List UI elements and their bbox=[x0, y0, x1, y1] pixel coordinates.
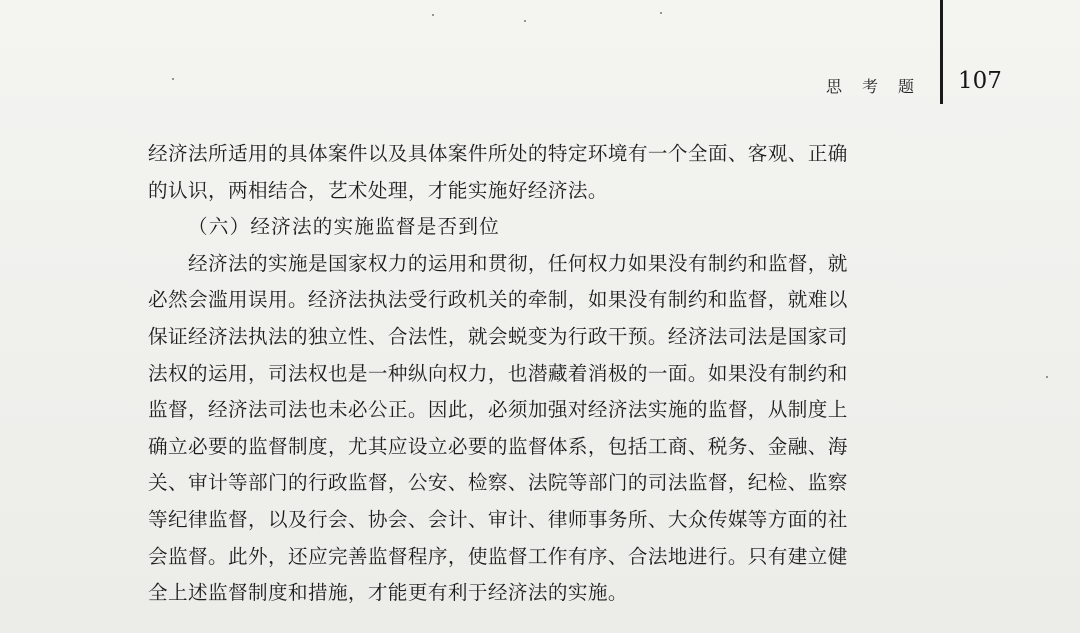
paragraph-line: 确立必要的监督制度，尤其应设立必要的监督体系，包括工商、税务、金融、海 bbox=[148, 434, 848, 458]
scan-speck bbox=[432, 14, 434, 16]
paragraph-line: 经济法所适用的具体案件以及具体案件所处的特定环境有一个全面、客观、正确 bbox=[148, 142, 848, 165]
paragraph-line: 法权的运用，司法权也是一种纵向权力，也潜藏着消极的一面。如果没有制约和 bbox=[148, 361, 848, 385]
paragraph-line: 关、审计等部门的行政监督，公安、检察、法院等部门的司法监督，纪检、监察 bbox=[148, 471, 848, 495]
paragraph-line: 等纪律监督，以及行会、协会、会计、审计、律师事务所、大众传媒等方面的社 bbox=[148, 507, 848, 531]
paragraph-line: 会监督。此外，还应完善监督程序，使监督工作有序、合法地进行。只有建立健 bbox=[148, 544, 848, 568]
paragraph-line: 经济法的实施是国家权力的运用和贯彻，任何权力如果没有制约和监督，就 bbox=[188, 251, 848, 275]
paragraph-line: 保证经济法执法的独立性、合法性，就会蜕变为行政干预。经济法司法是国家司 bbox=[148, 324, 848, 348]
scan-speck bbox=[660, 12, 662, 14]
scan-speck bbox=[172, 78, 174, 80]
paragraph-line: 必然会滥用误用。经济法执法受行政机关的牵制，如果没有制约和监督，就难以 bbox=[148, 288, 848, 312]
scan-speck bbox=[524, 20, 526, 22]
section-heading: （六）经济法的实施监督是否到位 bbox=[188, 215, 500, 239]
paragraph-line: 监督，经济法司法也未必公正。因此，必须加强对经济法实施的监督，从制度上 bbox=[148, 398, 848, 422]
scan-speck bbox=[1046, 376, 1048, 378]
paragraph-line: 全上述监督制度和措施，才能更有利于经济法的实施。 bbox=[148, 581, 628, 605]
running-title: 思考题 bbox=[826, 77, 935, 96]
page-number: 107 bbox=[958, 68, 1002, 94]
paragraph-line: 的认识，两相结合，艺术处理，才能实施好经济法。 bbox=[148, 178, 608, 202]
body-text bbox=[148, 136, 948, 612]
header-vertical-rule bbox=[940, 0, 943, 104]
